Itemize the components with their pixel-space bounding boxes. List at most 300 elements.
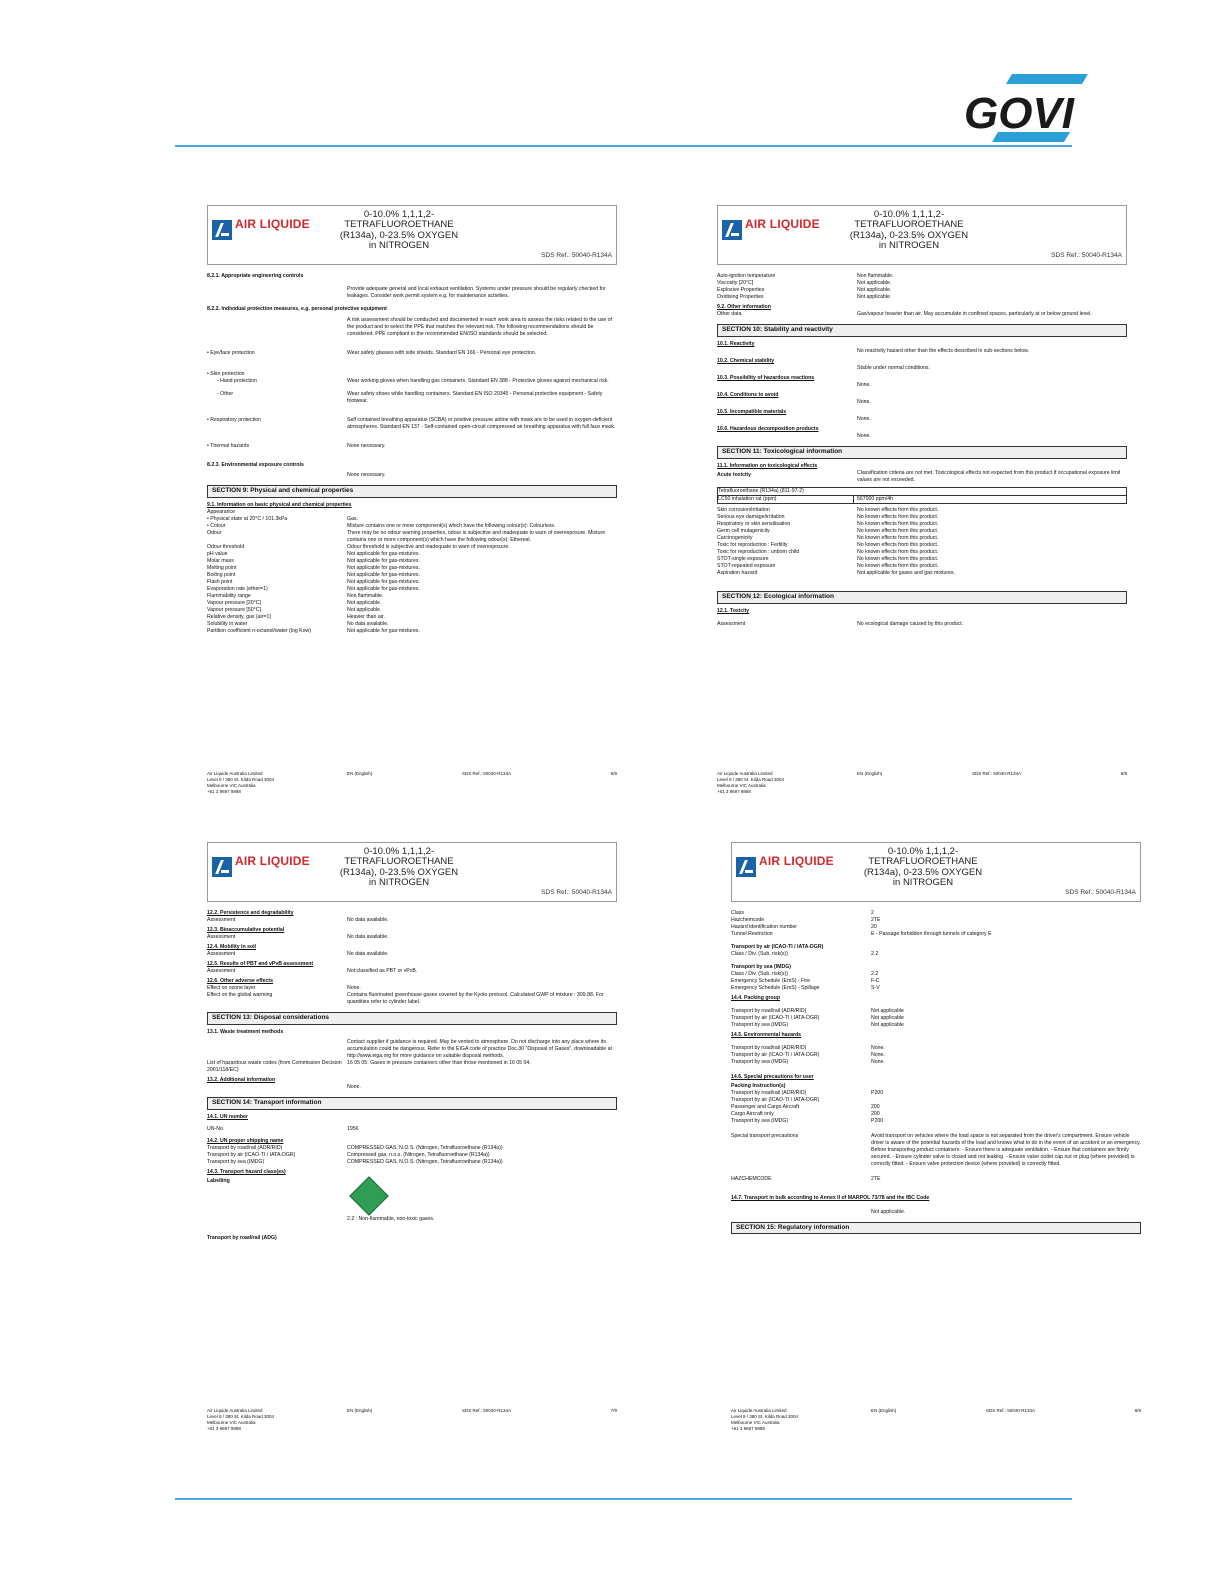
- list-item: [717, 528, 1127, 535]
- sds-header: [717, 205, 1127, 265]
- toxicity-list: [717, 507, 1127, 577]
- list-item: [717, 294, 1127, 301]
- environment-list: [731, 1045, 1141, 1066]
- field-label: [717, 382, 857, 389]
- field-value: F-C: [871, 978, 880, 985]
- field-value: None.: [347, 985, 361, 992]
- field-value: 2.2: [871, 971, 879, 978]
- field-value: None.: [871, 1045, 885, 1052]
- list-item: [207, 586, 617, 593]
- list-item: [731, 1118, 1141, 1125]
- field-label: [717, 433, 857, 440]
- field-value: [871, 1097, 1141, 1104]
- air-liquide-icon: [722, 220, 742, 240]
- subsection-heading: 12.4. Mobility in soil: [207, 944, 257, 951]
- subsection-heading: Packing Instruction(s): [731, 1083, 786, 1090]
- field-label: Cargo Aircraft only: [731, 1111, 774, 1118]
- list-item: [731, 1097, 1141, 1104]
- field-label: [717, 365, 857, 372]
- field-value: Non flammable.: [857, 273, 894, 279]
- list-item: [731, 1008, 1141, 1015]
- field-value: P200: [871, 1090, 884, 1097]
- field-value: None.: [857, 381, 871, 388]
- sea-list: [731, 971, 1141, 992]
- air-liquide-icon: [212, 857, 232, 877]
- subsection-heading: 10.4. Conditions to avoid: [717, 391, 779, 398]
- list-item: [207, 614, 617, 621]
- page-footer: Air Liquide Australia Limited Level 9 / 380 St. Kilda Road 3004 Melbourne VIC Australia +61 3 9697 9888 EN (English) SDS Ref.: 50040-R134A 6/9: [717, 771, 1127, 795]
- field-label: Class / Div. (Sub. risk(s)): [731, 951, 788, 958]
- list-item: [207, 1145, 617, 1152]
- field-label: Transport by air (ICAO-TI / IATA-DGR): [731, 1052, 820, 1059]
- field-value: Self contained breathing apparatus (SCBA) or positive pressure airline with mask are to be used in oxygen-deficient atmospheres. Standard EN 137 - Self-contained open-circuit compressed air breathing apparatus with full face mask.: [347, 417, 616, 431]
- field-label: [717, 416, 857, 423]
- sds-header: [731, 842, 1141, 902]
- field-value: Gas/vapour heavier than air. May accumulate in confined spaces, particularly at or below ground level.: [857, 311, 1092, 318]
- field-value: No known effects from this product.: [857, 527, 939, 534]
- field-value: Provide adequate general and local exhaust ventilation. Systems under pressure should be regularly checked for leakages. Consider work permit system e.g. for maintenance activities.: [347, 286, 606, 300]
- field-label: Emergency Schedule (EmS) - Spillage: [731, 985, 820, 992]
- field-value: No ecological damage caused by this product.: [857, 620, 964, 627]
- field-label: Germ cell mutagenicity: [717, 527, 770, 534]
- subsection-heading: 8.2.1. Appropriate engineering controls: [207, 273, 304, 279]
- field-label: Odour threshold: [207, 544, 245, 551]
- packing-list: [731, 1008, 1141, 1029]
- field-value: Mixture contains one or more component(s) which have the following colour(s): Colourless.: [347, 523, 556, 530]
- subsection-heading: 8.2.3. Environmental exposure controls: [207, 462, 304, 469]
- field-label: HAZCHEMCODE: [731, 1176, 772, 1183]
- subsection-heading: Transport by sea (IMDG): [731, 964, 791, 971]
- subsection-heading: 8.2.2. Individual protection measures, e.g. personal protective equipment: [207, 306, 387, 313]
- field-value: Avoid transport on vehicles where the load space is not separated from the driver's compartment. Ensure vehicle driver is aware of the potential hazards of the load and knows what to do in the event of an accident or an emergency. Before transporting product containers: - Ensure there is adequate ventilation. - Ensure that containers are firmly secured. - Ensure cylinder valve is closed and not leaking. - Ensure valve outlet cap nut or plug (where provided) is correctly fitted. - Ensure valve protection device (where provided) is correctly fitted.: [871, 1133, 1141, 1168]
- field-label: pH value: [207, 551, 228, 558]
- product-name: 0-10.0% 1,1,1,2- TETRAFLUOROETHANE (R134a), 0-23.5% OXYGEN in NITROGEN: [339, 209, 459, 252]
- field-label: Labelling: [207, 1177, 230, 1184]
- field-label: Oxidising Properties: [717, 294, 764, 301]
- list-item: [717, 507, 1127, 514]
- company-name: AIR LIQUIDE: [235, 217, 310, 231]
- class-list: [731, 910, 1141, 938]
- field-label: Assessment: [207, 968, 236, 975]
- field-label: Emergency Schedule (EmS) - Fire: [731, 978, 810, 985]
- field-value: 16 05 05: Gases in pressure containers other than those mentioned in 16 05 04.: [347, 1060, 531, 1067]
- list-item: [731, 910, 1141, 917]
- field-value: Not applicable: [871, 1022, 904, 1029]
- list-item: [731, 1104, 1141, 1111]
- field-label: Vapour pressure [20°C]: [207, 600, 261, 607]
- govi-logo-text: GOVI: [964, 89, 1075, 138]
- top-rule: [175, 145, 1072, 147]
- field-label: Solubility in water: [207, 621, 248, 628]
- ecological-list: [207, 910, 617, 975]
- field-label: Passenger and Cargo Aircraft: [731, 1104, 800, 1111]
- list-item: [717, 514, 1127, 521]
- product-name: 0-10.0% 1,1,1,2- TETRAFLUOROETHANE (R134a), 0-23.5% OXYGEN in NITROGEN: [339, 846, 459, 889]
- list-item: [731, 1059, 1141, 1066]
- field-value: Non flammable.: [347, 593, 384, 600]
- subsection-heading: 12.1. Toxicity: [717, 607, 750, 614]
- field-value: Not applicable.: [347, 600, 382, 607]
- air-liquide-logo: [212, 214, 322, 244]
- field-value: Not applicable for gas-mixtures.: [347, 551, 420, 558]
- page-footer: Air Liquide Australia Limited Level 9 / 380 St. Kilda Road 3004 Melbourne VIC Australia +61 3 9697 9888 EN (English) SDS Ref.: 50040-R134A 5/9: [207, 771, 617, 795]
- list-item: [731, 1090, 1141, 1097]
- field-label: Explosive Properties: [717, 287, 765, 294]
- field-value: Compressed gas, n.o.s. (Nitrogen, Tetrafluoroethane (R134a)): [347, 1151, 490, 1158]
- subsection-heading: 10.6. Hazardous decomposition products: [717, 426, 819, 433]
- list-item: [731, 917, 1141, 924]
- stability-list: [717, 341, 1127, 440]
- list-item: [717, 521, 1127, 528]
- page-number: 8/9: [1134, 1408, 1141, 1413]
- list-item: [717, 556, 1127, 563]
- subsection-heading: 10.2. Chemical stability: [717, 357, 775, 364]
- sds-page-8: [731, 842, 1141, 1432]
- subsection-heading: 12.3. Bioaccumulative potential: [207, 927, 285, 934]
- subsection-heading: 9.1. Information on basic physical and chemical properties: [207, 502, 352, 509]
- field-label: Toxic for reproduction : Fertility: [717, 541, 788, 548]
- company-name: AIR LIQUIDE: [759, 854, 834, 868]
- field-value: No data available.: [347, 621, 389, 628]
- bottom-rule: [175, 1498, 1072, 1500]
- field-label: Transport by sea (IMDG): [731, 1118, 789, 1125]
- field-label: • Physical state at 20°C / 101.3kPa: [207, 516, 288, 523]
- list-item: [731, 931, 1141, 938]
- field-value: E - Passage forbidden through tunnels of category E: [871, 931, 992, 938]
- field-label: Transport by road/rail (ADR/RID): [207, 1144, 283, 1151]
- field-label: Evaporation rate (ether=1): [207, 586, 268, 593]
- field-label: Class / Div. (Sub. risk(s)): [731, 971, 788, 978]
- field-value: Gas.: [347, 516, 358, 523]
- field-value: No known effects from this product.: [857, 506, 939, 513]
- list-item: [717, 280, 1127, 287]
- govi-logo: [960, 72, 1090, 144]
- field-value: Contact supplier if guidance is required. May be vented to atmosphere. Do not discharge into any place where its accumulation could be dangerous. Refer to the EIGA code of practice Doc.30 "Disposal of Gases", downloadable at http://www.eiga.org for more guidance on suitable disposal methods.: [347, 1038, 612, 1059]
- page-footer: Air Liquide Australia Limited Level 9 / 380 St. Kilda Road 3004 Melbourne VIC Australia +61 3 9697 9888 EN (English) SDS Ref.: 50040-R134A 7/9: [207, 1408, 617, 1432]
- product-name: 0-10.0% 1,1,1,2- TETRAFLUOROETHANE (R134a), 0-23.5% OXYGEN in NITROGEN: [849, 209, 969, 252]
- field-value: Not applicable for gas-mixtures.: [347, 579, 420, 586]
- field-value: None.: [857, 433, 871, 440]
- list-item: [717, 273, 1127, 280]
- list-item: [717, 287, 1127, 294]
- subsection-heading: 9.2. Other information: [717, 304, 771, 311]
- field-label: Transport by sea (IMDG): [731, 1059, 789, 1066]
- field-value: Not applicable: [871, 1008, 904, 1015]
- list-item: [731, 1111, 1141, 1118]
- list-item: [207, 600, 617, 607]
- field-label: Serious eye damage/irritation: [717, 513, 785, 520]
- list-item: [207, 523, 617, 530]
- field-value: COMPRESSED GAS, N.O.S. (Nitrogen, Tetrafluoroethane (R134a)): [347, 1144, 503, 1151]
- field-value: 200: [871, 1104, 880, 1111]
- gas-hazard-label-icon: [349, 1176, 389, 1216]
- sds-header: [207, 842, 617, 902]
- sds-ref: SDS Ref.: 50040-R134A: [1051, 252, 1122, 260]
- list-item: [731, 1052, 1141, 1059]
- property-list: [717, 273, 1127, 301]
- field-label: Transport by air (ICAO-TI / IATA-DGR): [731, 1097, 820, 1104]
- field-label: Class: [731, 910, 744, 916]
- field-label: Transport by air (ICAO-TI / IATA-DGR): [731, 1015, 820, 1022]
- field-label: Special transport precautions: [731, 1133, 799, 1140]
- field-label: Vapour pressure [50°C]: [207, 607, 261, 614]
- list-item: [717, 542, 1127, 549]
- list-item: [717, 416, 1127, 423]
- list-item: [717, 549, 1127, 556]
- field-label: Flash point: [207, 579, 233, 586]
- field-value: Wear safety glasses with side shields. Standard EN 166 - Personal eye protection.: [347, 350, 537, 357]
- section-heading: SECTION 9: Physical and chemical properties: [207, 485, 617, 498]
- subsection-heading: 14.1. UN number: [207, 1113, 248, 1120]
- list-item: [731, 971, 1141, 978]
- field-label: Boiling point: [207, 572, 236, 579]
- list-item: [731, 924, 1141, 931]
- field-label: Relative density, gas (air=1): [207, 614, 272, 621]
- air-liquide-icon: [736, 857, 756, 877]
- company-name: AIR LIQUIDE: [745, 217, 820, 231]
- list-item: [717, 399, 1127, 406]
- field-label: UN-No.: [207, 1125, 225, 1132]
- field-label: Auto-ignition temperature: [717, 273, 776, 279]
- field-value: None.: [871, 1052, 885, 1059]
- subsection-heading: 11.1. Information on toxicological effects: [717, 462, 818, 469]
- field-value: 1956: [347, 1125, 359, 1132]
- field-label: Melting point: [207, 565, 237, 572]
- field-label: - Hand protection: [217, 378, 257, 385]
- list-item: [207, 628, 617, 635]
- list-item: [731, 951, 1141, 958]
- sds-ref: SDS Ref.: 50040-R134A: [1065, 889, 1136, 897]
- property-list: [207, 516, 617, 635]
- field-value: Not applicable.: [857, 287, 892, 294]
- field-value: No known effects from this product.: [857, 520, 939, 527]
- field-value: Not applicable for gases and gas mixtures.: [857, 570, 956, 577]
- list-item: [207, 579, 617, 586]
- field-value: Contains fluorinated greenhouse gases covered by the Kyoto protocol. Calculated GWP of mixture : 309.88. For quantities refer to cylinder label.: [347, 992, 604, 1006]
- subsection-heading: 14.7. Transport in bulk according to Annex II of MARPOL 73/78 and the IBC Code: [731, 1195, 930, 1202]
- field-value: 20: [871, 924, 877, 931]
- list-item: [731, 1045, 1141, 1052]
- company-name: AIR LIQUIDE: [235, 854, 310, 868]
- air-liquide-logo: [736, 851, 846, 881]
- field-label: Transport by sea (IMDG): [207, 1158, 265, 1165]
- list-item: [717, 348, 1127, 355]
- product-name: 0-10.0% 1,1,1,2- TETRAFLUOROETHANE (R134a), 0-23.5% OXYGEN in NITROGEN: [863, 846, 983, 889]
- field-label: Odour: [207, 530, 222, 537]
- field-value: No reactivity hazard other than the effects described in sub-sections below.: [857, 347, 1030, 354]
- field-label: Transport by road/rail (ADR/RID): [731, 1090, 807, 1097]
- list-item: [717, 563, 1127, 570]
- list-item: [207, 516, 617, 523]
- field-label: Transport by sea (IMDG): [731, 1022, 789, 1029]
- field-value: Not applicable.: [857, 280, 892, 287]
- field-label: Acute toxicity: [717, 471, 752, 478]
- list-item: [207, 607, 617, 614]
- subsection-heading: 10.5. Incompatible materials: [717, 408, 787, 415]
- subsection-heading: 10.1. Reactivity: [717, 340, 755, 347]
- section-heading: SECTION 15: Regulatory information: [731, 1222, 1141, 1235]
- field-label: Effect on the global warming: [207, 992, 273, 999]
- field-label: - Other: [217, 391, 234, 398]
- table-cell: 567000 ppm/4h: [857, 495, 894, 502]
- subsection-heading: 14.5. Environmental hazards: [731, 1032, 802, 1039]
- sds-ref: SDS Ref.: 50040-R134A: [541, 889, 612, 897]
- subsection-heading: 14.6. Special precautions for user: [731, 1074, 814, 1081]
- field-label: • Respiratory protection: [207, 417, 262, 424]
- page-number: 5/9: [610, 771, 617, 776]
- field-value: Classification criteria are not met. Toxicological effects not expected from this product if occupational exposure limit values are not exceeded.: [857, 469, 1121, 483]
- subsection-heading: Transport by air (ICAO-TI / IATA-DGR): [731, 944, 824, 951]
- field-value: COMPRESSED GAS, N.O.S. (Nitrogen, Tetrafluoroethane (R134a)): [347, 1158, 503, 1165]
- air-liquide-icon: [212, 220, 232, 240]
- field-label: Other data: [717, 311, 742, 318]
- field-value: Not applicable for gas-mixtures.: [347, 628, 420, 635]
- list-item: [207, 1159, 617, 1166]
- field-label: Transport by road/rail (ADG): [207, 1234, 277, 1241]
- field-label: Molar mass: [207, 558, 234, 565]
- field-value: None.: [347, 1084, 361, 1091]
- section-heading: SECTION 10: Stability and reactivity: [717, 324, 1127, 337]
- field-value: No known effects from this product.: [857, 548, 939, 555]
- field-value: Wear safety shoes while handling containers. Standard EN ISO 20345 - Personal protective equipment - Safety footwear.: [347, 391, 603, 405]
- shipping-names: [207, 1145, 617, 1166]
- field-value: None.: [871, 1059, 885, 1066]
- list-item: [207, 621, 617, 628]
- list-item: [731, 1015, 1141, 1022]
- field-value: Not applicable.: [347, 607, 382, 614]
- field-value: None.: [857, 398, 871, 405]
- field-label: Appearance: [207, 509, 235, 516]
- field-value: Not applicable.: [871, 1208, 906, 1215]
- list-item: [207, 917, 617, 924]
- field-value: Not applicable: [871, 1015, 904, 1022]
- subsection-heading: 10.3. Possibility of hazardous reactions: [717, 374, 815, 381]
- list-item: [207, 968, 617, 975]
- list-item: [207, 565, 617, 572]
- field-label: Respiratory or skin sensitisation: [717, 520, 791, 527]
- field-value: 200: [871, 1111, 880, 1118]
- sds-page-6: [717, 205, 1127, 795]
- field-value: A risk assessment should be conducted and documented in each work area to assess the risks related to the use of the product and to select the PPE that matches the relevant risk. The following recommendations should be considered. PPE compliant to the recommended EN/ISO standards should be selected.: [347, 317, 612, 338]
- field-value: No known effects from this product.: [857, 556, 939, 562]
- field-value: No known effects from this product.: [857, 534, 939, 541]
- sds-ref: SDS Ref.: 50040-R134A: [541, 252, 612, 260]
- list-item: [717, 382, 1127, 389]
- list-item: [731, 985, 1141, 992]
- page-footer: Air Liquide Australia Limited Level 9 / 380 St. Kilda Road 3004 Melbourne VIC Australia +61 3 9697 9888 EN (English) SDS Ref.: 50040-R134A 8/9: [731, 1408, 1141, 1432]
- sds-page-7: [207, 842, 617, 1432]
- list-item: [717, 535, 1127, 542]
- field-label: STOT-repeated exposure: [717, 563, 776, 570]
- field-value: Not applicable for gas-mixtures.: [347, 572, 420, 579]
- field-value: No data available.: [347, 917, 389, 924]
- field-value: 2TE: [871, 917, 881, 924]
- field-label: Assessment: [717, 620, 746, 627]
- subsection-heading: 13.2. Additional information: [207, 1077, 276, 1084]
- field-label: • Colour: [207, 523, 226, 530]
- field-label: [717, 348, 857, 355]
- list-item: [207, 1152, 617, 1159]
- subsection-heading: 14.2. UN proper shipping name: [207, 1137, 284, 1144]
- field-label: Effect on ozone layer: [207, 985, 256, 992]
- air-liquide-logo: [722, 214, 832, 244]
- field-value: S-V: [871, 985, 880, 992]
- field-value: None necessary.: [347, 472, 386, 479]
- field-value: No known effects from this product.: [857, 563, 939, 570]
- table-header: Tetrafluoroethane (R134a) (811-97-2): [718, 487, 804, 494]
- field-value: Not applicable for gas-mixtures.: [347, 565, 420, 572]
- list-item: [207, 572, 617, 579]
- field-value: None.: [857, 416, 871, 422]
- field-value: Wear working gloves when handling gas containers. Standard EN 388 - Protective gloves against mechanical risk.: [347, 378, 609, 385]
- list-item: [207, 551, 617, 558]
- field-value: Stable under normal conditions.: [857, 364, 930, 371]
- field-label: • Eye/face protection: [207, 350, 255, 357]
- section-heading: SECTION 14: Transport information: [207, 1097, 617, 1110]
- field-value: Not classified as PBT or vPvB.: [347, 968, 418, 975]
- air-list: [731, 951, 1141, 958]
- field-label: Assessment: [207, 951, 236, 958]
- field-value: No known effects from this product.: [857, 513, 939, 520]
- field-value: Not applicable for gas-mixtures.: [347, 558, 420, 565]
- field-label: Flammability range: [207, 593, 251, 600]
- field-value: 2: [871, 910, 874, 916]
- field-value: Odour threshold is subjective and inadequate to warn of overexposure.: [347, 544, 510, 551]
- list-item: [731, 1022, 1141, 1029]
- field-value: Not applicable for gas-mixtures.: [347, 586, 420, 593]
- list-item: [207, 544, 617, 551]
- field-value: 2TE: [871, 1176, 881, 1183]
- field-value: Not applicable.: [857, 294, 892, 301]
- field-label: Tunnel Restriction: [731, 931, 773, 938]
- section-heading: SECTION 11: Toxicological information: [717, 446, 1127, 459]
- field-label: Carcinogenicity: [717, 534, 753, 541]
- field-value: Heavier than air.: [347, 614, 385, 621]
- list-item: [207, 934, 617, 941]
- list-item: [207, 593, 617, 600]
- subsection-heading: 12.6. Other adverse effects: [207, 978, 274, 985]
- field-label: Transport by air (ICAO-TI / IATA-DGR): [207, 1151, 296, 1158]
- subsection-heading: 12.2. Persistence and degradability: [207, 910, 294, 916]
- field-label: List of hazardous waste codes (from Commission Decision 2001/118/EC): [207, 1060, 342, 1074]
- subsection-heading: 14.4. Packing group: [731, 995, 781, 1002]
- list-item: [207, 951, 617, 958]
- field-label: STOT-single exposure: [717, 556, 769, 562]
- field-label: • Thermal hazards: [207, 443, 250, 450]
- field-label: [717, 399, 857, 406]
- list-item: [731, 978, 1141, 985]
- field-label: Hazchemcode: [731, 917, 765, 924]
- subsection-heading: 12.5. Results of PBT and vPvB assessment: [207, 961, 314, 968]
- list-item: [207, 558, 617, 565]
- field-label: Viscosity [20°C]: [717, 280, 754, 287]
- list-item: [717, 570, 1127, 577]
- label-caption: 2.2 : Non-flammable, non-toxic gases.: [347, 1215, 435, 1222]
- air-liquide-logo: [212, 851, 322, 881]
- table-cell: LC50 inhalation rat (ppm): [718, 496, 854, 503]
- field-value: No data available.: [347, 934, 389, 941]
- sds-page-5: [207, 205, 617, 795]
- field-label: Transport by road/rail (ADR/RID): [731, 1008, 807, 1015]
- page-number: 6/9: [1120, 771, 1127, 776]
- sds-header: [207, 205, 617, 265]
- field-label: Hazard identification number: [731, 924, 798, 931]
- subsection-heading: 14.3. Transport hazard class(es): [207, 1168, 286, 1175]
- field-label: Aspiration hazard: [717, 570, 758, 577]
- packing-instruction-list: [731, 1090, 1141, 1125]
- field-label: Partition coefficient n-octanol/water (log Kow): [207, 628, 311, 635]
- section-heading: SECTION 12: Ecological information: [717, 591, 1127, 604]
